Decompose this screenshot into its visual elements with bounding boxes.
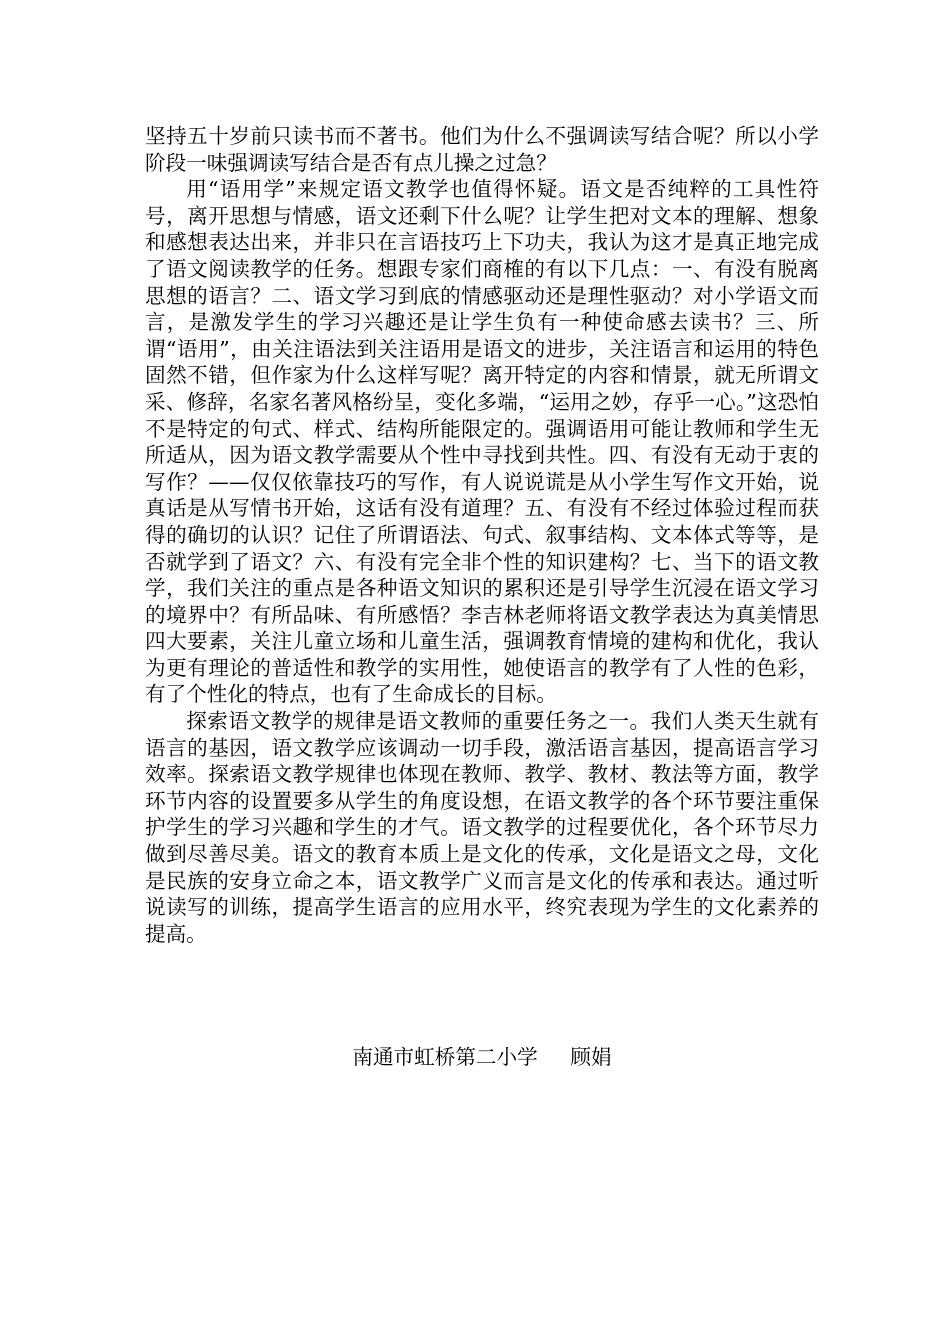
author-signature: 南通市虹桥第二小学 顾娟 (352, 1045, 612, 1069)
article-body (145, 123, 819, 947)
paragraph-1: 坚持五十岁前只读书而不著书。他们为什么不强调读写结合呢？所以小学阶段一味强调读写结合是否有点儿操之过急？ (145, 124, 819, 175)
paragraph-3: 探索语文教学的规律是语文教师的重要任务之一。我们人类天生就有语言的基因，语文教学应该调动一切手段，激活语言基因，提高语言学习效率。探索语文教学规律也体现在教师、教学、教材、教法等方面，教学环节内容的设置要多从学生的角度设想，在语文教学的各个环节要注重保护学生的学习兴趣和学生的才气。语文教学的过程要优化，各个环节尽力做到尽善尽美。语文的教育本质上是文化的传承，文化是语文之母，文化是民族的安身立命之本，语文教学广义而言是文化的传承和表达。通过听说读写的训练，提高学生语言的应用水平，终究表现为学生的文化素养的提高。 (145, 709, 819, 946)
paragraph-2: 用“语用学”来规定语文教学也值得怀疑。语文是否纯粹的工具性符号，离开思想与情感，语文还剩下什么呢？让学生把对文本的理解、想象和感想表达出来，并非只在言语技巧上下功夫，我认为这才是真正地完成了语文阅读教学的任务。想跟专家们商榷的有以下几点：一、有没有脱离思想的语言？二、语文学习到底的情感驱动还是理性驱动？对小学语文而言，是激发学生的学习兴趣还是让学生负有一种使命感去读书？三、所谓“语用”，由关注语法到关注语用是语文的进步，关注语言和运用的特色固然不错，但作家为什么这样写呢？离开特定的内容和情景，就无所谓文采、修辞，名家名著风格纷呈，变化多端，“运用之妙，存乎一心。”这恐怕不是特定的句式、样式、结构所能限定的。强调语用可能让教师和学生无所适从，因为语文教学需要从个性中寻找到共性。四、有没有无动于衷的写作？——仅仅依靠技巧的写作，有人说说谎是从小学生写作文开始，说真话是从写情书开始，这话有没有道理？五、有没有不经过体验过程而获得的确切的认识？记住了所谓语法、句式、叙事结构、文本体式等等，是否就学到了语文？六、有没有完全非个性的知识建构？七、当下的语文教学，我们关注的重点是各种语文知识的累积还是引导学生沉浸在语文学习的境界中？有所品味、有所感悟？李吉林老师将语文教学表达为真美情思四大要素，关注儿童立场和儿童生活，强调教育情境的建构和优化，我认为更有理论的普适性和教学的实用性，她使语言的教学有了人性的色彩，有了个性化的特点，也有了生命成长的目标。 (145, 177, 819, 707)
